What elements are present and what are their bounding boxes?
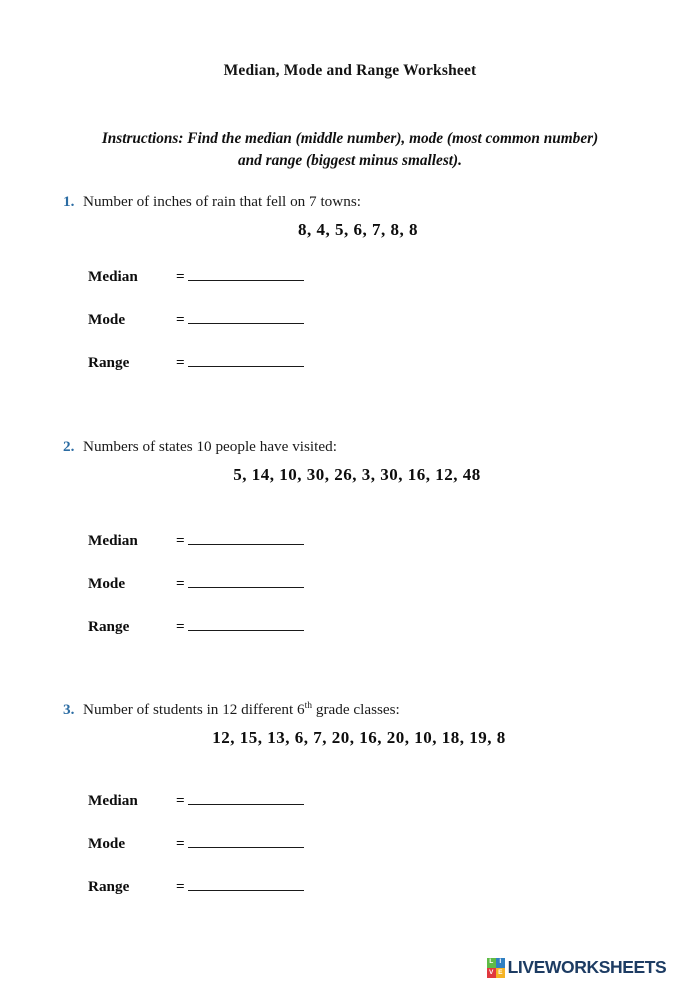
equals-sign: =: [176, 532, 185, 549]
median-label: Median: [88, 532, 138, 549]
equals-sign: =: [176, 575, 185, 592]
problem-2-answers: [0, 530, 700, 659]
problem-2-prompt-prefix: Numbers of states 10 people have visited:: [83, 438, 337, 455]
problem-1-number: 1.: [63, 193, 75, 210]
problem-2-data-set: 5, 14, 10, 30, 26, 3, 30, 16, 12, 48: [233, 465, 481, 484]
problem-3: [0, 700, 700, 919]
problem-2-median-input[interactable]: [188, 530, 304, 545]
problem-2-mode-input[interactable]: [188, 573, 304, 588]
problem-1-range-input[interactable]: [188, 352, 304, 367]
problem-3-answers: [0, 790, 700, 919]
problem-2: [0, 437, 700, 659]
problem-2-range-row: [88, 616, 700, 659]
problem-1-prompt-prefix: Number of inches of rain that fell on 7 towns:: [83, 193, 361, 210]
problem-3-median-input[interactable]: [188, 790, 304, 805]
problem-3-range-input[interactable]: [188, 876, 304, 891]
range-label: Range: [88, 618, 130, 635]
equals-sign: =: [176, 878, 185, 895]
liveworksheets-logo-icon: [487, 958, 505, 978]
problem-3-mode-input[interactable]: [188, 833, 304, 848]
problem-1-prompt: [83, 192, 361, 211]
problem-1-data-set: 8, 4, 5, 6, 7, 8, 8: [298, 220, 418, 239]
median-label: Median: [88, 792, 138, 809]
equals-sign: =: [176, 835, 185, 852]
problem-3-mode-row: [88, 833, 700, 876]
problem-3-prompt-suffix: grade classes:: [312, 701, 400, 718]
problem-2-prompt: [83, 437, 337, 456]
instructions-line-2: and range (biggest minus smallest).: [238, 151, 462, 169]
equals-sign: =: [176, 268, 185, 285]
logo-tile-v: V: [487, 968, 496, 978]
problem-1: [0, 192, 700, 395]
range-label: Range: [88, 354, 130, 371]
page-title: Median, Mode and Range Worksheet: [223, 62, 477, 79]
instructions-line-1: Instructions: Find the median (middle number), mode (most common number): [101, 130, 599, 147]
problem-2-range-input[interactable]: [188, 616, 304, 631]
problem-1-mode-input[interactable]: [188, 309, 304, 324]
problem-3-range-row: [88, 876, 700, 919]
problem-2-prompt-row: [0, 437, 700, 456]
problem-1-median-input[interactable]: [188, 266, 304, 281]
problem-1-mode-row: [88, 309, 700, 352]
problem-3-median-row: [88, 790, 700, 833]
problem-2-number: 2.: [63, 438, 75, 455]
problem-3-prompt-row: [0, 700, 700, 719]
equals-sign: =: [176, 792, 185, 809]
liveworksheets-logo[interactable]: [487, 958, 666, 978]
problem-1-median-row: [88, 266, 700, 309]
mode-label: Mode: [88, 311, 126, 328]
problem-2-mode-row: [88, 573, 700, 616]
instructions-block: [42, 128, 658, 171]
logo-tile-e: E: [496, 968, 505, 978]
problem-1-range-row: [88, 352, 700, 395]
mode-label: Mode: [88, 575, 126, 592]
problem-2-median-row: [88, 530, 700, 573]
problem-3-number: 3.: [63, 701, 75, 718]
problem-1-prompt-row: [0, 192, 700, 211]
problem-3-prompt-prefix: Number of students in 12 different 6: [83, 701, 305, 718]
logo-tile-l: L: [487, 958, 496, 968]
problem-3-prompt-superscript: th: [304, 699, 313, 711]
equals-sign: =: [176, 311, 185, 328]
mode-label: Mode: [88, 835, 126, 852]
logo-tile-i: I: [496, 958, 505, 968]
problem-3-data-set: 12, 15, 13, 6, 7, 20, 16, 20, 10, 18, 19, 8: [212, 728, 506, 747]
range-label: Range: [88, 878, 130, 895]
problem-3-prompt: [83, 700, 400, 719]
equals-sign: =: [176, 354, 185, 371]
logo-wordmark: LIVEWORKSHEETS: [507, 957, 667, 978]
equals-sign: =: [176, 618, 185, 635]
median-label: Median: [88, 268, 138, 285]
problem-1-answers: [0, 266, 700, 395]
